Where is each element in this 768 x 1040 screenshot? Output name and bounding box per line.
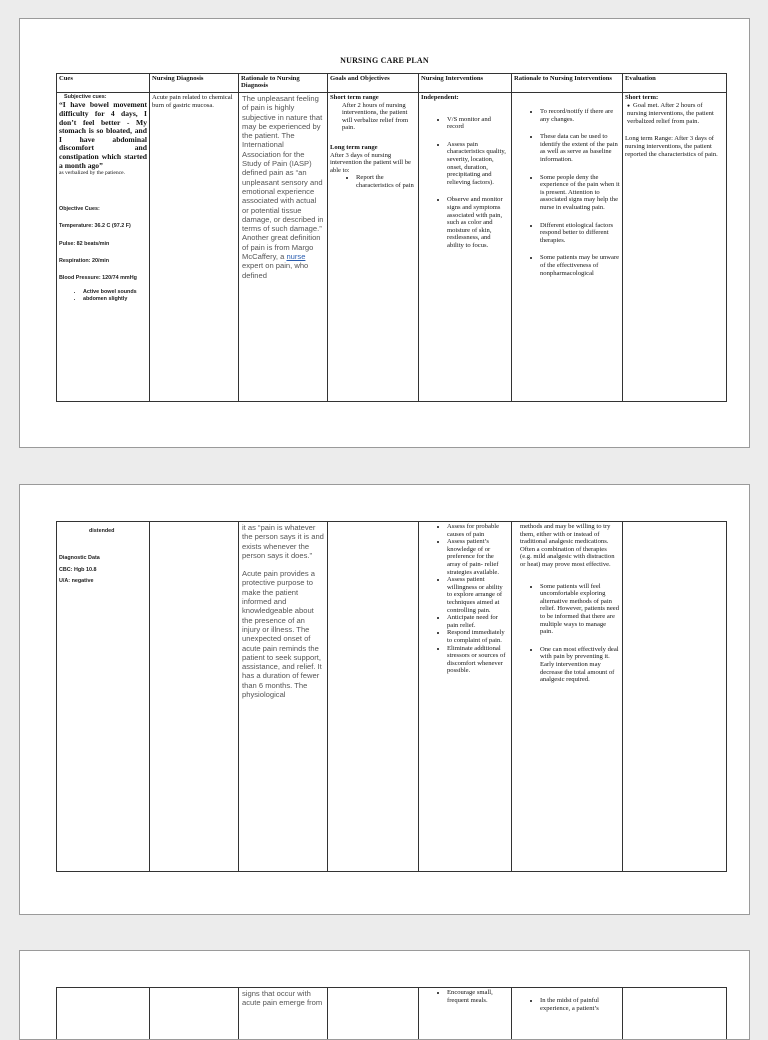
diagnosis-cell [150,988,239,1040]
interventions-cell [419,988,512,1040]
list-item: • Active bowel sounds [83,289,147,296]
long-term-text: After 3 days of nursing intervention the patient will be able to: [330,152,416,175]
rationale-diagnosis-cell [239,988,328,1040]
document-page-3 [19,950,750,1040]
interventions-cell [419,93,512,402]
rationale-text: it as “pain is whatever the person says it is and exists whenever the person says it does.” [242,523,324,560]
subjective-label: Subjective cues: [59,94,147,101]
rationale-interventions-cell [512,988,623,1040]
header-rationale-interventions: Rationale to Nursing Interventions [512,74,623,93]
list-item: • Assess for probable causes of pain [447,523,509,538]
list-item: • One can most effectively deal with pain by preventing it. Early intervention may decrease the total amount of analgesic required. [540,646,620,684]
rationale-text: The unpleasant feeling of pain is highly subjective in nature that may be experienced by the patient. The International Association for the Study of Pain (IASP) defined pain as “an unpleasant sensory and emotional experience associated with actual or potential tissue damage, or described in terms of such damage.” Another great definition of pain is from Margo McCaffery, a [242,94,323,261]
table-row [57,522,727,872]
header-goals: Goals and Objectives [328,74,419,93]
interventions-cell [419,522,512,872]
list-item: • Different etiological factors respond better to different therapies. [540,222,620,245]
verbalized-note: as verbalized by the patience. [59,170,147,178]
rationale-interventions-cell [512,93,623,402]
list-item: • Respond immediately to complaint of pain. [447,629,509,644]
list-item: • Assess patient’s knowledge of or preference for the array of pain- relief strategies available. [447,538,509,576]
list-item: • Some patients will feel uncomfortable exploring alternative methods of pain relief. However, patients need to be informed that there are multiple ways to manage pain. [540,583,620,636]
goals-cell [328,93,419,402]
evaluation-short-label: Short term: [625,94,724,102]
table-row [57,988,727,1040]
short-term-text: After 2 hours of nursing interventions, the patient will verbalize relief from pain. [330,102,416,132]
list-item: • Encourage small, frequent meals. [447,989,509,1004]
care-plan-table-continued [56,987,727,1040]
temperature-value: Temperature: 36.2 C (97.2 F) [59,223,147,230]
blood-pressure-value: Blood Pressure: 120/74 mmHg [59,275,147,282]
diagnostic-data-label: Diagnostic Data [59,555,147,562]
list-item: • Report the characteristics of pain [356,174,416,189]
header-rationale-diagnosis: Rationale to Nursing Diagnosis [239,74,328,93]
rationale-diagnosis-cell [239,93,328,402]
list-item: • abdomen slightly [83,296,147,303]
distended-text: distended [59,528,147,535]
long-term-label: Long term range [330,144,416,152]
list-item: • In the midst of painful experience, a patient’s [540,997,620,1012]
nurse-link[interactable]: nurse [286,252,305,261]
goals-cell [328,522,419,872]
evaluation-cell [623,93,727,402]
evaluation-short-text: ● Goal met. After 2 hours of nursing interventions, the patient verbalized relief from pain. [625,102,724,126]
list-item: • These data can be used to identify the extent of the pain as well as serve as baseline information. [540,133,620,163]
list-item: • V/S monitor and record [447,116,509,131]
rationale-continued: methods and may be willing to try them, either with or instead of traditional analgesic medications. Often a combination of therapies (e.g. mild analgesic with distraction or heat) may prove most effective. [514,523,620,569]
rationale-interventions-cell [512,522,623,872]
header-interventions: Nursing Interventions [419,74,512,93]
list-item: • Assess pain characteristics quality, severity, location, onset, duration, precipitating and relieving factors). [447,141,509,187]
objective-label: Objective Cues: [59,206,147,213]
list-item: • Anticipate need for pain relief. [447,614,509,629]
list-item: • To record/notify if there are any changes. [540,108,620,123]
respiration-value: Respiration: 20/min [59,258,147,265]
diagnosis-text: Acute pain related to chemical burn of gastric mucosa. [152,94,233,109]
list-item: • Eliminate additional stressors or sources of discomfort whenever possible. [447,645,509,675]
header-evaluation: Evaluation [623,74,727,93]
list-item: • Some people deny the experience of the pain when it is present. Attention to associated signs may help the nurse in evaluating pain. [540,174,620,212]
cues-cell [57,522,150,872]
diagnosis-cell [150,522,239,872]
cues-cell [57,988,150,1040]
subjective-text: “I have bowel movement difficulty for 4 days, I don’t feel better - My stomach is so bloated, and I have abdominal discomfort and constipation which started a month ago” [59,101,147,170]
short-term-label: Short term range [330,94,416,102]
goals-cell [328,988,419,1040]
care-plan-table [56,73,727,402]
care-plan-table-continued [56,521,727,872]
evaluation-long-text: Long term Range: After 3 days of nursing interventions, the patient reported the characteristics of pain. [625,135,724,158]
list-item: • Some patients may be unware of the effectiveness of nonpharmacological [540,254,620,277]
table-row [57,93,727,402]
list-item: • Observe and monitor signs and symptoms associated with pain, such as color and moisture of skin, restlessness, and ability to focus. [447,196,509,249]
document-page-2 [19,484,750,915]
independent-label: Independent: [421,94,509,102]
evaluation-cell [623,522,727,872]
evaluation-cell [623,988,727,1040]
document-page-1 [19,18,750,448]
table-header-row [57,74,727,93]
pulse-value: Pulse: 82 beats/min [59,241,147,248]
list-item: • Assess patient willingness or ability to explore arrange of techniques aimed at controlling pain. [447,576,509,614]
rationale-text-end: expert on pain, who defined [242,261,308,279]
cues-cell [57,93,150,402]
rationale-text: Acute pain provides a protective purpose to make the patient informed and knowledgeable about the presence of an injury or illness. The unexpected onset of acute pain reminds the patient to seek support, assistance, and relief. It has a duration of fewer than 6 months. The physiological [242,569,324,699]
cbc-value: CBC: Hgb 10.8 [59,567,147,574]
diagnosis-cell [150,93,239,402]
header-cues: Cues [57,74,150,93]
urinalysis-value: U/A: negative [59,578,147,585]
rationale-text: signs that occur with acute pain emerge from [242,989,322,1007]
document-title: NURSING CARE PLAN [20,56,749,65]
header-nursing-diagnosis: Nursing Diagnosis [150,74,239,93]
rationale-diagnosis-cell [239,522,328,872]
